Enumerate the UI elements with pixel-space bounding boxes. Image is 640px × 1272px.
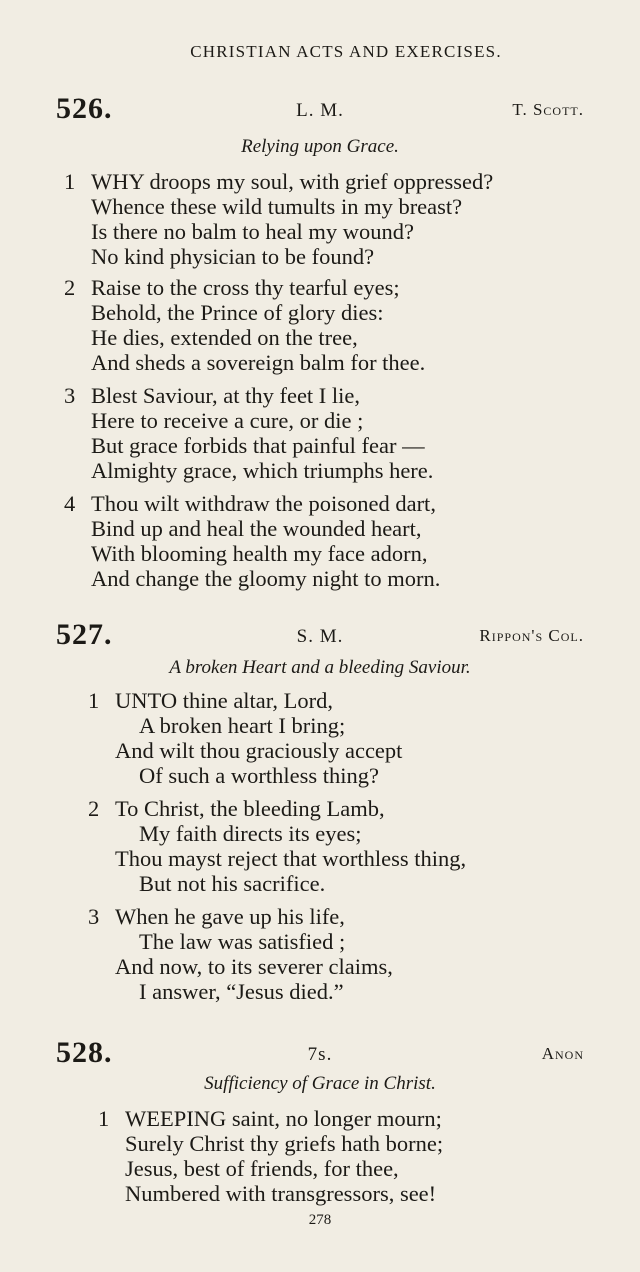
verse-line-text: Behold, the Prince of glory dies:: [91, 300, 384, 325]
verse-line: [64, 491, 604, 516]
verse-line-text: But not his sacrifice.: [139, 871, 326, 896]
verse-line: [88, 904, 628, 929]
verse-line: [64, 350, 604, 375]
hymn-author: T. Scott.: [512, 100, 584, 119]
verse-line-text: And change the gloomy night to morn.: [91, 566, 441, 591]
verse-line-text: I answer, “Jesus died.”: [139, 979, 344, 1004]
verse-line: [88, 796, 628, 821]
verse-line-text: And wilt thou graciously accept: [115, 738, 403, 763]
hymn-header: [56, 1036, 584, 1070]
verse-line: [64, 408, 604, 433]
page-number: 278: [308, 1212, 332, 1228]
verse-number: 1: [98, 1106, 110, 1131]
hymn-title: Relying upon Grace.: [241, 136, 399, 157]
verse-line: [64, 275, 604, 300]
verse-line: [88, 738, 628, 763]
verse-line-text: Blest Saviour, at thy feet I lie,: [91, 383, 361, 408]
verse-line-text: Of such a worthless thing?: [139, 763, 379, 788]
verse-line-text: UNTO thine altar, Lord,: [115, 688, 334, 713]
hymn-number: 527.: [56, 618, 113, 651]
verse-line-text: Whence these wild tumults in my breast?: [91, 194, 463, 219]
verse-line-text: Surely Christ thy griefs hath borne;: [125, 1131, 444, 1156]
verse-line: [98, 1181, 638, 1206]
verse-line-text: He dies, extended on the tree,: [91, 325, 358, 350]
verse-line-text: WHY droops my soul, with grief oppressed?: [91, 169, 494, 194]
running-head: [0, 42, 640, 62]
verse-line-text: Jesus, best of friends, for thee,: [125, 1156, 399, 1181]
verse-line: [88, 821, 628, 846]
verse-line-text: To Christ, the bleeding Lamb,: [115, 796, 385, 821]
verse-line: [88, 979, 628, 1004]
hymn-title: A broken Heart and a bleeding Saviour.: [169, 657, 471, 678]
verse-number: 1: [64, 169, 76, 194]
verse-line: [64, 194, 604, 219]
verse-number: 2: [88, 796, 100, 821]
verse-number: 1: [88, 688, 100, 713]
hymn-header: [56, 92, 584, 126]
verse-line-text: When he gave up his life,: [115, 904, 345, 929]
verse-line: [64, 541, 604, 566]
verse-line: [64, 433, 604, 458]
verse-line: [64, 169, 604, 194]
verse: [88, 796, 628, 896]
verse-line: [64, 244, 604, 269]
verse: [64, 169, 604, 269]
verse-line: [64, 383, 604, 408]
verse: [64, 491, 604, 591]
hymn-header: [56, 618, 584, 652]
hymn-title: Sufficiency of Grace in Christ.: [204, 1073, 436, 1094]
verse: [88, 904, 628, 1004]
verse-line: [88, 846, 628, 871]
verse-line-text: WEEPING saint, no longer mourn;: [125, 1106, 442, 1131]
verse-number: 3: [88, 904, 100, 929]
verse-line: [64, 219, 604, 244]
verse-line: [64, 325, 604, 350]
verse-line-text: Here to receive a cure, or die ;: [91, 408, 364, 433]
verse-line: [88, 871, 628, 896]
verse-line: [98, 1156, 638, 1181]
verse-line-text: The law was satisfied ;: [139, 929, 346, 954]
verse: [98, 1106, 638, 1206]
hymn-meter: L. M.: [296, 100, 344, 121]
verse: [64, 275, 604, 375]
verse-line-text: My faith directs its eyes;: [139, 821, 362, 846]
hymn-number: 528.: [56, 1036, 113, 1069]
hymn-author: Rippon's Col.: [479, 626, 584, 645]
verse-line-text: Numbered with transgressors, see!: [125, 1181, 437, 1206]
hymn-meter: 7s.: [307, 1044, 333, 1065]
running-head-text: CHRISTIAN ACTS AND EXERCISES.: [190, 42, 502, 61]
verse: [64, 383, 604, 483]
verse-number: 2: [64, 275, 76, 300]
verse-line: [64, 458, 604, 483]
verse-line-text: A broken heart I bring;: [139, 713, 346, 738]
verse-line: [88, 763, 628, 788]
verse-line: [88, 688, 628, 713]
verse-line-text: No kind physician to be found?: [91, 244, 375, 269]
verse-line: [64, 516, 604, 541]
verse-line: [64, 300, 604, 325]
verse: [88, 688, 628, 788]
verse-line-text: Raise to the cross thy tearful eyes;: [91, 275, 400, 300]
verse-line-text: But grace forbids that painful fear —: [91, 433, 425, 458]
verse-line: [98, 1131, 638, 1156]
hymn-number: 526.: [56, 92, 113, 125]
verse-line: [88, 929, 628, 954]
verse-number: 4: [64, 491, 76, 516]
verse-line-text: Thou mayst reject that worthless thing,: [115, 846, 467, 871]
verse-line: [88, 713, 628, 738]
verse-line: [88, 954, 628, 979]
verse-line-text: With blooming health my face adorn,: [91, 541, 428, 566]
verse-line-text: And now, to its severer claims,: [115, 954, 393, 979]
verse-line-text: And sheds a sovereign balm for thee.: [91, 350, 426, 375]
verse-line: [64, 566, 604, 591]
hymn-author: Anon: [541, 1044, 584, 1063]
verse-line-text: Thou wilt withdraw the poisoned dart,: [91, 491, 436, 516]
verse-line: [98, 1106, 638, 1131]
verse-line-text: Bind up and heal the wounded heart,: [91, 516, 422, 541]
verse-line-text: Is there no balm to heal my wound?: [91, 219, 415, 244]
hymn-meter: S. M.: [296, 626, 344, 647]
verse-number: 3: [64, 383, 76, 408]
verse-line-text: Almighty grace, which triumphs here.: [91, 458, 434, 483]
